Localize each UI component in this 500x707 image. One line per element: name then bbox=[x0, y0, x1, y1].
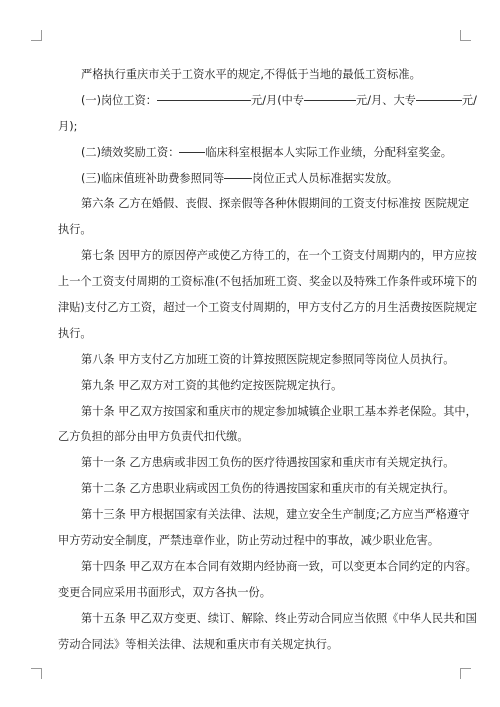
post-wage-unit-3: 元/ bbox=[461, 93, 477, 107]
post-wage-blank[interactable] bbox=[157, 100, 251, 101]
bonus-line bbox=[58, 140, 453, 166]
article-12-line: 第十二条 乙方患职业病或因工负伤的待遇按国家和重庆市的有关规定执行。 bbox=[81, 482, 455, 496]
subsidy-text: 岗位正式人员标准据实发放。 bbox=[252, 171, 398, 185]
corner-mark-top-right bbox=[460, 30, 471, 41]
post-wage-unit-2: 元/月、大专 bbox=[356, 93, 416, 107]
bonus-text: 临床科室根据本人实际工作业绩，分配科室奖金。 bbox=[205, 145, 453, 159]
article-8-line: 第八条 甲方支付乙方加班工资的计算按照医院规定参照同等岗位人员执行。 bbox=[81, 352, 455, 366]
document-body bbox=[58, 62, 478, 657]
article-14-line: 第十四条 甲乙双方在本合同有效期内经协商一致，可以变更本合同约定的内容。 bbox=[81, 559, 477, 573]
paragraph-line: 严格执行重庆市关于工资水平的规定,不得低于当地的最低工资标准。 bbox=[81, 68, 421, 81]
article-7-line: 第七条 因甲方的原因停产或使乙方待工的，在一个工资支付周期内的，甲方应按 bbox=[81, 249, 477, 263]
corner-mark-bottom-left bbox=[31, 668, 42, 679]
article-7-cont-3: 执行。 bbox=[58, 326, 92, 340]
college-blank[interactable] bbox=[416, 100, 462, 101]
post-wage-continuation: 月); bbox=[58, 119, 78, 133]
article-10-line: 第十条 甲乙双方按国家和重庆市的规定参加城镇企业职工基本养老保险。其中， bbox=[81, 404, 477, 418]
article-11-line: 第十一条 乙方患病或非因工负伤的医疗待遇按国家和重庆市有关规定执行。 bbox=[81, 456, 455, 470]
bonus-blank[interactable] bbox=[179, 152, 205, 153]
corner-mark-bottom-right bbox=[460, 668, 471, 679]
corner-mark-top-left bbox=[31, 30, 42, 41]
article-10-cont: 乙方负担的部分由甲方负责代扣代缴。 bbox=[58, 430, 249, 444]
post-wage-label: (一)岗位工资： bbox=[81, 93, 158, 107]
article-15-line: 第十五条 甲乙双方变更、续订、解除、终止劳动合同应当依照《中华人民共和国 bbox=[81, 611, 477, 625]
article-14-cont: 变更合同应采用书面形式，双方各执一份。 bbox=[58, 585, 271, 599]
article-13-cont: 甲方劳动安全制度，严禁违章作业，防止劳动过程中的事故，减少职业危害。 bbox=[58, 534, 440, 548]
bonus-label: (二)绩效奖励工资： bbox=[81, 145, 180, 159]
subsidy-line bbox=[58, 166, 446, 192]
article-13-line: 第十三条 甲方根据国家有关法律、法规，建立安全生产制度;乙方应当严格遵守 bbox=[81, 508, 470, 522]
article-15-cont: 劳动合同法》等相关法律、法规和重庆市有关规定执行。 bbox=[58, 637, 339, 651]
article-9-line: 第九条 甲乙双方对工资的其他约定按医院规定执行。 bbox=[81, 378, 343, 392]
post-wage-line bbox=[58, 88, 477, 114]
subsidy-label: (三)临床值班补助费参照同等 bbox=[81, 171, 225, 185]
article-7-cont-1: 上一个工资支付周期的工资标准(不包括加班工资、奖金以及特殊工作条件或环境下的 bbox=[58, 275, 478, 289]
article-6-cont: 执行。 bbox=[58, 223, 92, 237]
secondary-blank[interactable] bbox=[304, 100, 356, 101]
post-wage-unit-1: 元/月(中专 bbox=[251, 93, 305, 107]
subsidy-blank[interactable] bbox=[224, 178, 252, 179]
article-7-cont-2: 津贴)支付乙方工资，超过一个工资支付周期的，甲方支付乙方的月生活费按医院规定 bbox=[58, 301, 478, 315]
article-6-line: 第六条 乙方在婚假、丧假、探亲假等各种休假期间的工资支付标准按 医院规定 bbox=[81, 197, 470, 211]
